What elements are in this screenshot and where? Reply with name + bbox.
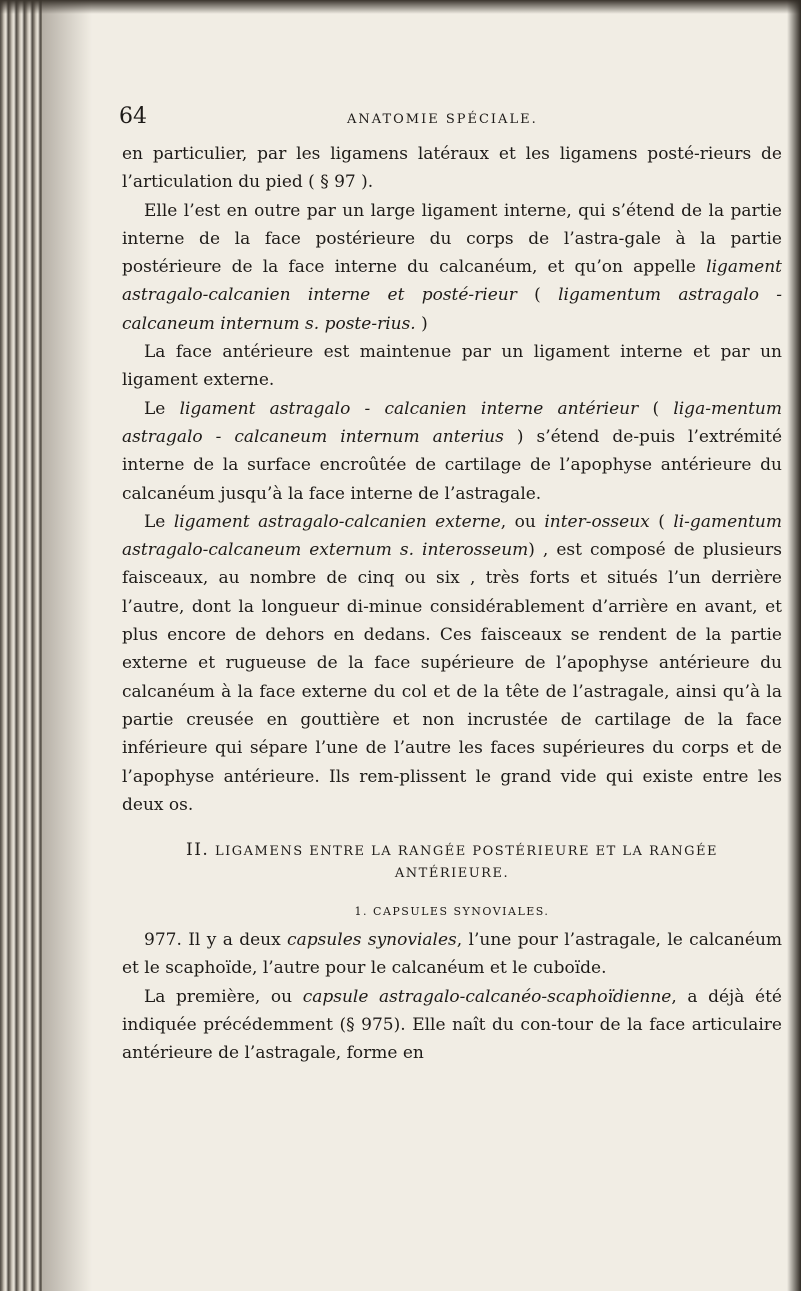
page-number: 64 <box>119 104 147 129</box>
paragraph-text: Le <box>144 398 180 419</box>
paragraph-text: ( <box>516 285 559 306</box>
paragraph-text: 977. Il y a deux <box>144 930 288 951</box>
section-heading-line-2: ANTÉRIEURE. <box>394 866 510 882</box>
paragraph-text: ( <box>638 398 674 419</box>
top-page-edge <box>0 0 801 14</box>
capsule-name-italic: capsule astragalo-calcanéo-scaphoïdienne <box>302 986 672 1007</box>
right-page-edge <box>787 0 801 1291</box>
alternate-name-italic: inter-osseux <box>544 511 650 532</box>
paragraph-text: La face antérieure est maintenue par un ligament interne et par un ligament externe. <box>122 342 782 391</box>
latin-name-italic: ligamentum astragalo - calcaneum internum s. poste-rius. <box>122 285 782 334</box>
ligament-name-italic: ligament astragalo-calcanien externe <box>173 511 501 532</box>
section-heading <box>122 839 782 885</box>
paragraph-text: Le <box>144 511 174 532</box>
paragraph-text: Elle l’est en outre par un large ligament interne, qui s’étend de la partie interne de la face postérieure du corps de l’astra-gale à la partie postérieure de la face interne du calcanéum, et qu’on appelle <box>122 200 782 278</box>
running-title: ANATOMIE SPÉCIALE. <box>347 112 538 127</box>
paragraph-5 <box>122 508 782 819</box>
book-page <box>119 100 783 1068</box>
paragraph-1 <box>122 140 782 197</box>
paragraph-text: ) s’étend de-puis l’extrémité interne de la surface encroûtée de cartilage de l’apophyse antérieure du calcanéum jusqu’à la face interne de l’astragale. <box>122 426 783 504</box>
ligament-name-italic: ligament astragalo-calcanien interne et posté-rieur <box>122 257 782 306</box>
ligament-name-italic: ligament astragalo - calcanien interne antérieur <box>179 398 639 419</box>
paragraph-text: ) , est composé de plusieurs faisceaux, au nombre de cinq ou six , très forts et situés l’un derrière l’autre, dont la longueur di-minue considérablement d’arrière en avant, et plus encore de dehors en dedans. Ces faisceaux se rendent de la partie externe et rugueuse de la face supérieure de l’apophyse antérieure du calcanéum à la face externe du col et de la tête de l’astragale, ainsi qu’à la partie creusée en gouttière et non incrustée de cartilage de la face inférieure qui sépare l’une de l’autre les faces supérieures du corps et de l’apophyse antérieure. Ils rem-plissent le grand vide qui existe entre les deux os. <box>122 540 782 815</box>
book-binding <box>0 0 42 1291</box>
paragraph-text: , ou <box>500 511 545 532</box>
term-italic: capsules synoviales <box>287 930 457 951</box>
subsection-heading: 1. CAPSULES SYNOVIALES. <box>354 905 550 919</box>
paragraph-2 <box>122 197 782 338</box>
paragraph-text: La première, ou <box>144 986 303 1007</box>
paragraph-6 <box>122 926 782 983</box>
paragraph-text: ) <box>415 313 428 334</box>
gutter-shadow <box>42 0 92 1291</box>
section-number: II. <box>186 840 210 861</box>
paragraph-text: ( <box>649 511 674 532</box>
latin-name-italic: li-gamentum astragalo-calcaneum externum s. interosseum <box>122 511 782 561</box>
paragraph-4 <box>122 395 782 508</box>
section-heading-line-1: LIGAMENS ENTRE LA RANGÉE POSTÉRIEURE ET LA RANGÉE <box>209 844 718 860</box>
body-text <box>122 140 782 1068</box>
paragraph-text: , l’une pour l’astragale, le calcanéum et le scaphoïde, l’autre pour le calcanéum et le cuboïde. <box>122 930 783 979</box>
latin-name-italic: liga-mentum astragalo - calcaneum internum anterius <box>122 398 782 447</box>
paragraph-text: , a déjà été indiquée précédemment (§ 975). Elle naît du con-tour de la face articulaire antérieure de l’astragale, forme en <box>122 986 782 1064</box>
paragraph-text: en particulier, par les ligamens latéraux et les ligamens posté-rieurs de l’articulation du pied ( § 97 ). <box>122 144 782 193</box>
paragraph-3 <box>122 338 782 395</box>
page-header <box>119 100 782 140</box>
paragraph-7 <box>122 983 782 1068</box>
